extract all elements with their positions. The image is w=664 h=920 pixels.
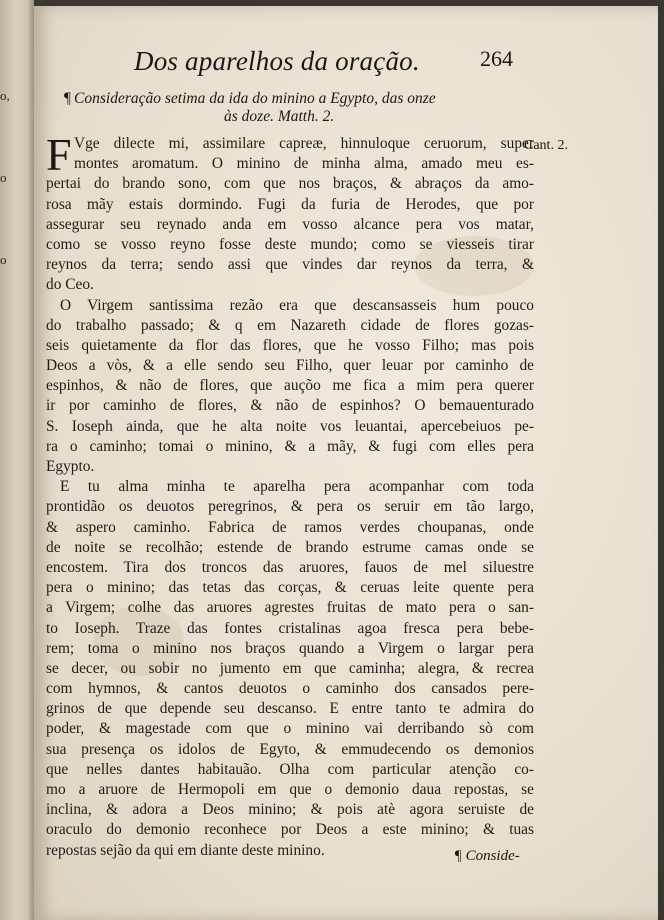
text-line: E tu alma minha te aparelha pera acompanhar com toda [60, 478, 534, 496]
heading-line: Consideração setima da ida do minino a Egypto, das onze [74, 90, 436, 107]
running-title: Dos aparelhos da oração. [134, 46, 420, 76]
page-header [134, 46, 574, 86]
text-line: mo a aruore de Hermopoli em que o demonio daua repostas, se [46, 781, 534, 798]
section-heading [64, 90, 534, 126]
text-line: reynos da terra; sendo assi que vindes dar reynos da terra, & [46, 256, 534, 274]
text-line: & aspero caminho. Fabrica de ramos verdes choupanas, onde [46, 518, 534, 536]
drop-cap: F [46, 129, 72, 180]
previous-page-edge [0, 0, 34, 920]
text-line: espinhos, & não de flores, que auçõo me fica a mim pera querer [46, 377, 534, 395]
body-text [46, 129, 534, 861]
text-line: pera o minino; das tetas das corças, & ceruas leite quente pera [46, 579, 534, 597]
catchword: ¶ Conside- [454, 848, 520, 864]
text-line: como se vosso reyno fosse deste mundo; como se viesseis tirar [46, 235, 534, 253]
text-line: se decer, ou sobir no jumento em que caminha; alegra, & recrea [46, 659, 534, 677]
text-line: repostas sejão da qui em diante deste minino. [46, 841, 325, 859]
text-line: de noite se recolhão; estende de brando estrume camas onde se [46, 538, 534, 556]
left-margin-glyph: o [0, 252, 7, 267]
left-margin-glyph: o, [0, 88, 10, 103]
left-margin-glyph: o [0, 170, 7, 185]
text-line: montes aromatum. O minino de minha alma, amado meu es- [74, 155, 534, 173]
text-line: a Virgem; colhe das aruores agrestes fruitas de mato pera o san- [46, 599, 534, 617]
book-page [34, 6, 658, 920]
text-line: encostem. Tira dos troncos das aruores, fauos de mel siluestre [46, 558, 534, 576]
text-line: grinos de que depende seu descanso. E entre tanto te admira do [46, 700, 534, 718]
text-line: com hymnos, & cantos deuotos o caminho dos cansados pere- [46, 680, 534, 698]
text-line: inclina, & adora a Deos minino; & pois atè agora seruiste de [46, 801, 534, 819]
margin-citation: Cant. 2. [524, 138, 568, 153]
text-line: prontidão os deuotos peregrinos, & pera os seruir em tão largo, [46, 498, 534, 516]
text-line: que nelles dantes habitauão. Olha com particular atenção co- [46, 760, 534, 778]
text-line: do trabalho passado; & q em Nazareth cidade de flores gozas- [46, 316, 534, 334]
text-line: assegurar seu reynado anda em vosso alcance pera vos matar, [46, 215, 534, 233]
heading-line: às doze. Matth. 2. [224, 108, 335, 125]
text-line: do Ceo. [46, 276, 94, 294]
text-line: Vge dilecte mi, assimilare capreæ, hinnuloque ceruorum, super [74, 135, 534, 152]
text-line: to Ioseph. Traze das fontes cristalinas agoa fresca pera bebe- [46, 619, 534, 637]
text-line: S. Ioseph ainda, que he alta noite vos leuantai, apercebeiuos pe- [46, 417, 534, 435]
text-line: ir por caminho de flores, & não de espinhos? O bemauenturado [46, 397, 534, 415]
text-line: rem; toma o minino nos braços quando a Virgem o largar pera [46, 639, 534, 657]
text-line: Egypto. [46, 458, 95, 475]
pilcrow-icon: ¶ [64, 90, 72, 107]
paragraph [46, 129, 534, 296]
text-line: seis quietamente da flor das flores, que he vosso Filho; mas pois [46, 336, 534, 354]
text-line: pertai do brando sono, com que nos braços, & abraços da amo- [46, 175, 534, 193]
text-line: ra o caminho; tomai o minino, & a mãy, & fugi com elles pera [46, 437, 534, 455]
text-line: poder, & magestade com que o minino vai derribando sò com [46, 720, 534, 738]
page-number: 264 [480, 46, 513, 71]
text-line: sua presença os idolos de Egyto, & emmudecendo os demonios [46, 740, 534, 758]
text-line: rosa mãy estais dormindo. Fugi da furia de Herodes, que por [46, 195, 534, 213]
paragraph [46, 477, 534, 861]
text-line: oraculo do demonio reconhece por Deos a este minino; & tuas [46, 821, 534, 839]
text-line: O Virgem santissima rezão era que descansasseis hum pouco [60, 296, 534, 314]
text-line: Deos a vòs, & a elle sendo seu Filho, quer leuar por caminho de [46, 357, 534, 375]
paragraph [46, 296, 534, 478]
